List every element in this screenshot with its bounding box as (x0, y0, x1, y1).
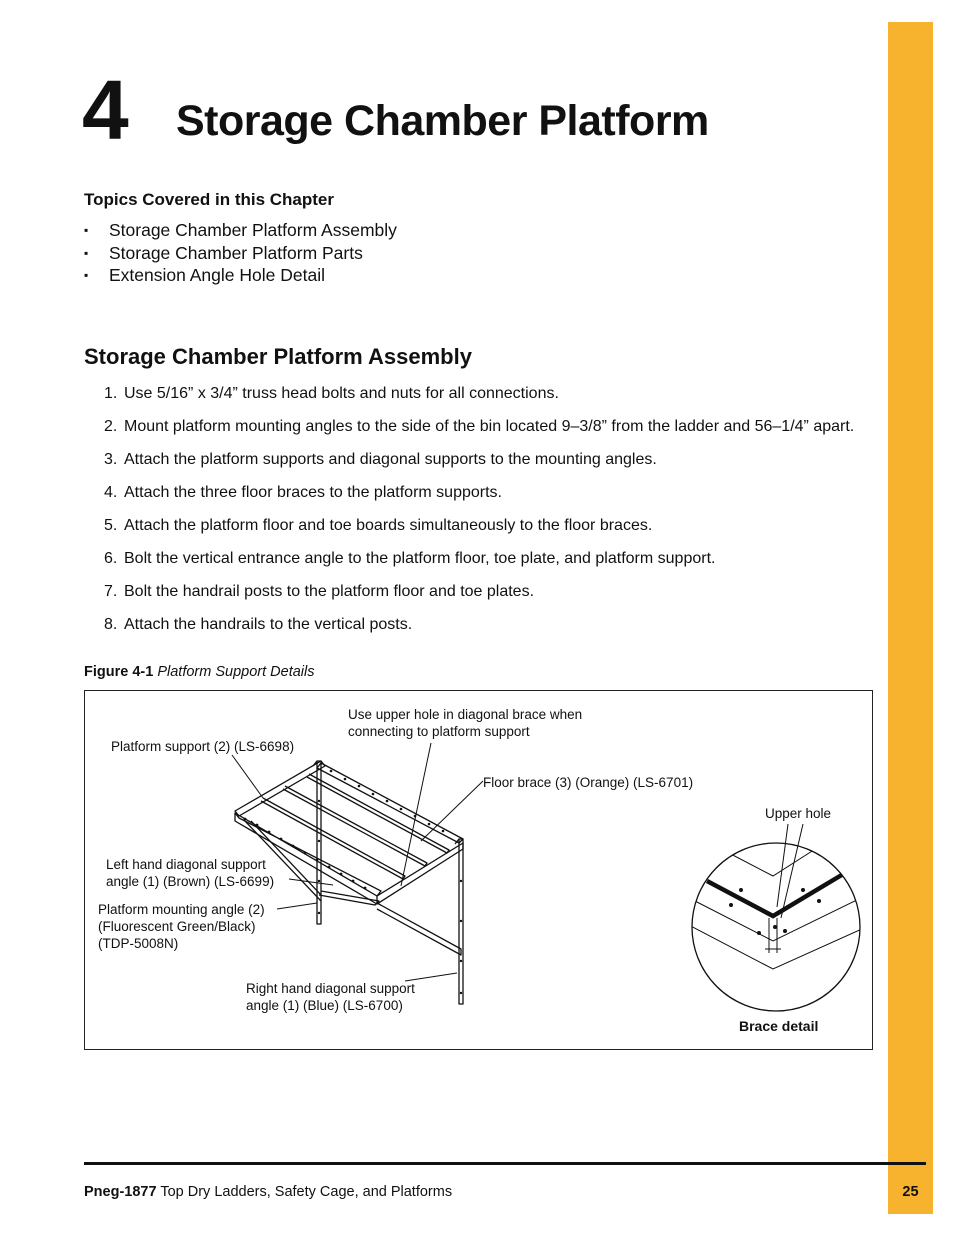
topic-item: ▪ Storage Chamber Platform Parts (84, 242, 363, 263)
chapter-number: 4 (82, 63, 127, 157)
label-brace-detail: Brace detail (739, 1018, 819, 1034)
bullet-icon: ▪ (84, 223, 89, 237)
topic-item: ▪ Storage Chamber Platform Assembly (84, 220, 397, 240)
step-item: 7. Bolt the handrail posts to the platform floor and toe plates. (104, 583, 535, 600)
figure-caption: Figure 4-1 Platform Support Details (84, 664, 315, 680)
footer-doc: Pneg-1877 Top Dry Ladders, Safety Cage, and Platforms (84, 1184, 453, 1200)
chapter-title: Storage Chamber Platform (176, 97, 709, 145)
label-upper-hole-note: Use upper hole in diagonal brace when connecting to platform support (348, 707, 583, 739)
bullet-icon: ▪ (84, 268, 89, 282)
step-item: 8. Attach the handrails to the vertical posts. (104, 616, 413, 633)
section-title: Storage Chamber Platform Assembly (84, 344, 472, 369)
label-right-diagonal: Right hand diagonal support angle (1) (Blue) (LS-6700) (246, 981, 415, 1013)
step-item: 6. Bolt the vertical entrance angle to the platform floor, toe plate, and platform support. (104, 550, 716, 567)
label-mounting-angle: Platform mounting angle (2) (Fluorescent Green/Black) (TDP-5008N) (98, 902, 265, 951)
label-floor-brace: Floor brace (3) (Orange) (LS-6701) (483, 775, 694, 790)
topics-heading: Topics Covered in this Chapter (84, 190, 335, 209)
step-item: 2. Mount platform mounting angles to the side of the bin located 9–3/8” from the ladder and 56–1/4” apart. (104, 418, 855, 435)
topics-list (84, 219, 397, 287)
step-item: 3. Attach the platform supports and diagonal supports to the mounting angles. (104, 451, 657, 468)
footer-rule (84, 1162, 926, 1165)
assembly-steps (104, 384, 864, 648)
label-platform-support: Platform support (2) (LS-6698) (111, 739, 295, 754)
page-number: 25 (902, 1184, 919, 1200)
label-left-diagonal: Left hand diagonal support angle (1) (Brown) (LS-6699) (106, 857, 275, 889)
label-upper-hole: Upper hole (765, 806, 832, 821)
step-item: 1. Use 5/16” x 3/4” truss head bolts and nuts for all connections. (104, 385, 559, 402)
step-item: 4. Attach the three floor braces to the platform supports. (104, 484, 502, 501)
chapter-tab (888, 22, 933, 1214)
topic-item: ▪ Extension Angle Hole Detail (84, 265, 325, 285)
step-item: 5. Attach the platform floor and toe boards simultaneously to the floor braces. (104, 517, 653, 534)
platform-support-figure (84, 690, 873, 1050)
bullet-icon: ▪ (84, 245, 89, 260)
